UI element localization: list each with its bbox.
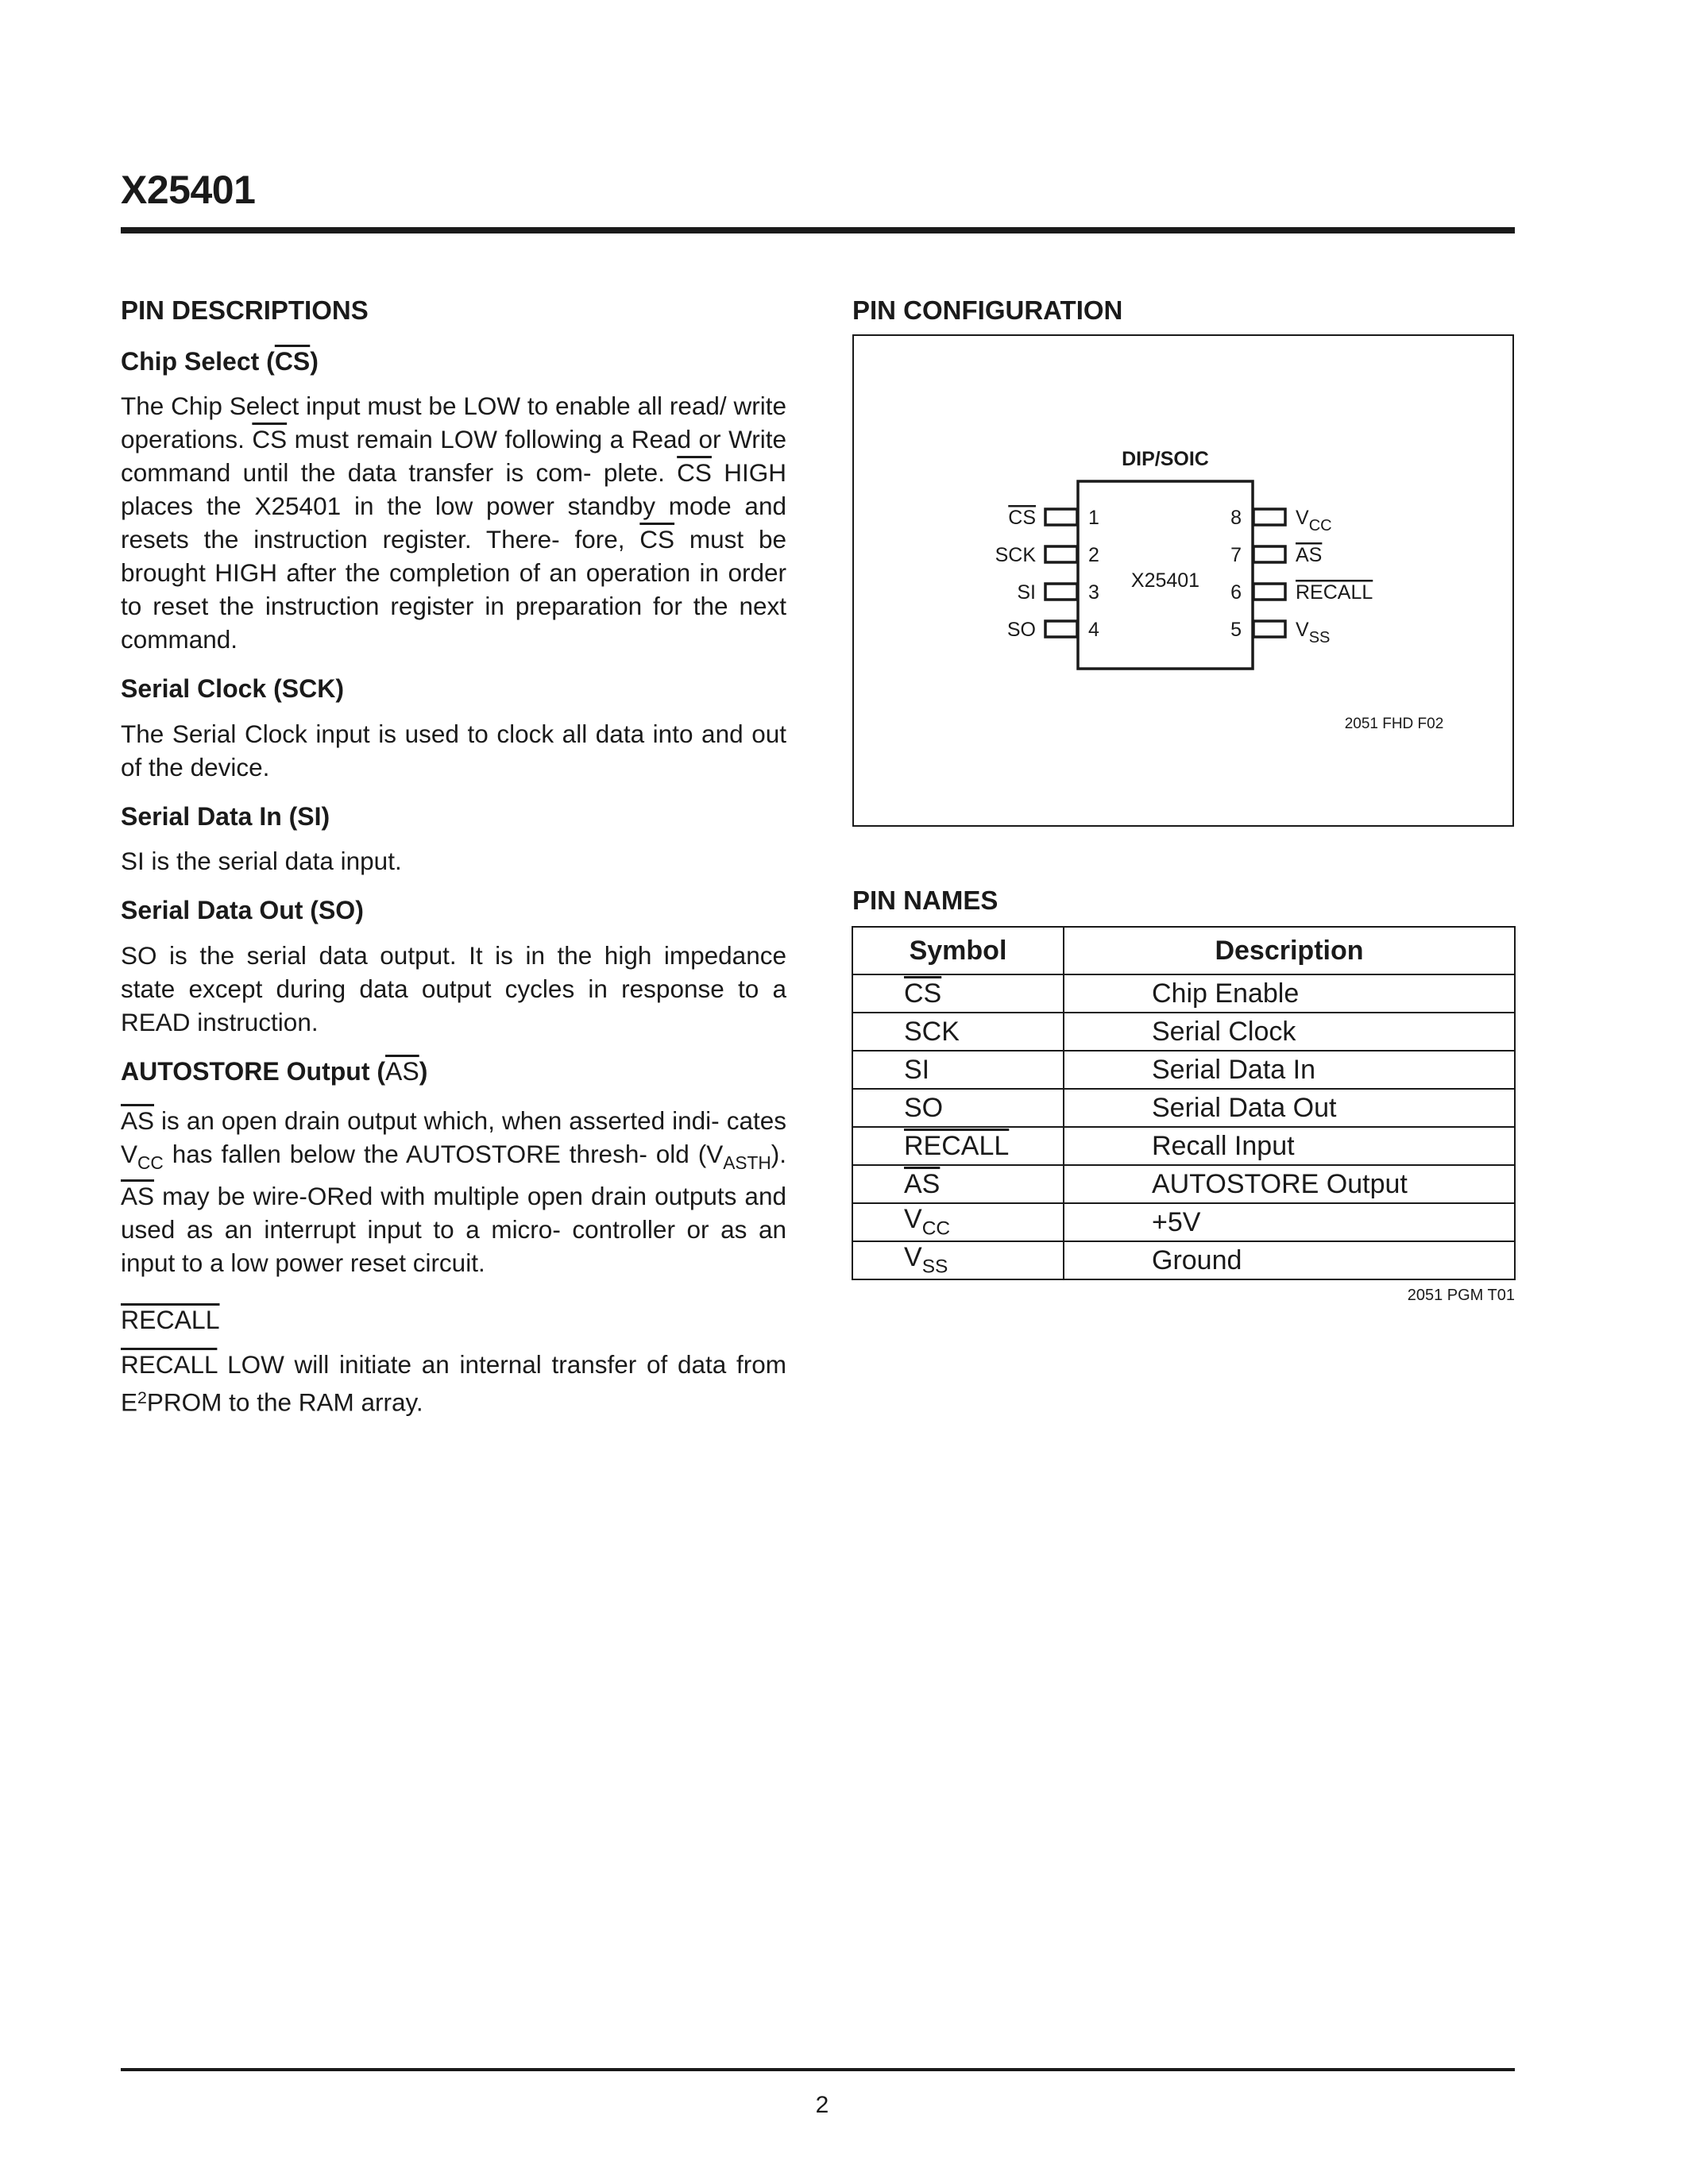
symbol-cell: [852, 1051, 1064, 1089]
recall-title-symbol: RECALL: [121, 1305, 220, 1334]
pin-diagram: [854, 336, 1516, 828]
page-number: 2: [815, 2092, 829, 2118]
pin-descriptions-column: [121, 297, 786, 1437]
chip-select-title-text: Chip Select (: [121, 347, 275, 376]
recall-sup: 2: [137, 1388, 147, 1408]
table-row: [852, 1165, 1515, 1203]
pin-8-lead: [1253, 509, 1285, 525]
symbol-text: $\overline{CS}$: [904, 978, 942, 1009]
symbol-text: V: [904, 1203, 922, 1234]
table-row: [852, 1241, 1515, 1279]
symbol-text: SI: [904, 1055, 930, 1085]
footer-rule: [121, 2068, 1515, 2071]
header-rule: [121, 227, 1515, 233]
as-sub-2: ASTH: [723, 1152, 771, 1173]
recall-text-1: LOW will initiate an internal transfer of data from E: [121, 1350, 786, 1417]
chip-select-text: [121, 389, 786, 656]
pin-number: 1: [1088, 507, 1099, 529]
pin-5-lead: [1253, 621, 1285, 637]
symbol-text: V: [904, 1241, 922, 1272]
serial-data-in-text: SI is the serial data input.: [121, 847, 402, 876]
table-row: [852, 1203, 1515, 1241]
autostore-title-text: AUTOSTORE Output (: [121, 1056, 386, 1086]
pin-2-lead: [1045, 546, 1077, 562]
pin-label-sub: SS: [1308, 629, 1331, 646]
pin-number: 6: [1230, 581, 1242, 604]
autostore-title-symbol: $\overline{AS}$: [385, 1056, 419, 1086]
symbol-column-header: Symbol: [852, 927, 1064, 974]
as-text-1: is an open drain output which, when asserted indi- cates V: [121, 1106, 786, 1168]
pin-number: 7: [1230, 544, 1242, 566]
cs-symbol-1: $\overline{CS}$: [252, 425, 288, 454]
pin-6-lead: [1253, 584, 1285, 600]
cs-symbol-2: $\overline{CS}$: [677, 458, 712, 488]
pin-4-lead: [1045, 621, 1077, 637]
recall-symbol-1: RECALL: [121, 1350, 218, 1379]
symbol-subscript: CC: [921, 1217, 951, 1240]
as-text-4: may be wire-ORed with multiple open drain outputs and used as an interrupt input to a micro- controller or as an input to a low power reset circuit.: [121, 1181, 786, 1277]
recall-title: [121, 1305, 786, 1335]
pin-label: SO: [1006, 619, 1036, 641]
pin-label: [1296, 619, 1330, 646]
symbol-subscript: SS: [921, 1256, 948, 1278]
description-column-header: Description: [1064, 927, 1515, 974]
pin-configuration-box: [852, 334, 1514, 827]
pin-label-sub: CC: [1308, 517, 1332, 534]
table-row: [852, 1051, 1515, 1089]
pin-label: SI: [1017, 581, 1036, 604]
autostore-title-end: ): [419, 1056, 428, 1086]
table-row: [852, 1089, 1515, 1127]
pin-label-main: AS: [1296, 544, 1323, 566]
pin-label: [1296, 581, 1373, 604]
pin-label-main: V: [1296, 619, 1309, 641]
description-cell: Serial Data Out: [1064, 1089, 1515, 1127]
cs-text-3: HIGH places the X25401 in the low power standby mode and resets the instruction register. There- fore,: [121, 458, 786, 554]
autostore-title: [121, 1056, 786, 1086]
pin-number: 3: [1088, 581, 1099, 604]
serial-data-out-title: Serial Data Out (SO): [121, 896, 364, 925]
symbol-text: SO: [904, 1093, 944, 1123]
pin-number: 2: [1088, 544, 1099, 566]
pin-names-table: [852, 926, 1516, 1280]
description-cell: Serial Clock: [1064, 1013, 1515, 1051]
symbol-cell: [852, 1127, 1064, 1165]
pin-label-main: V: [1296, 507, 1309, 529]
chip-label: X25401: [1130, 569, 1200, 592]
pin-configuration-heading: PIN CONFIGURATION: [852, 295, 1123, 325]
pin-label: [1296, 507, 1332, 534]
as-symbol-1: $\overline{AS}$: [121, 1106, 155, 1135]
description-cell: Serial Data In: [1064, 1051, 1515, 1089]
as-symbol-2: $\overline{AS}$: [121, 1181, 155, 1210]
symbol-cell: [852, 1089, 1064, 1127]
pin-1-lead: [1045, 509, 1077, 525]
pin-number: 8: [1230, 507, 1242, 529]
description-cell: Ground: [1064, 1241, 1515, 1279]
figure-code: 2051 FHD F02: [1344, 716, 1444, 732]
cs-text-4: must be brought HIGH after the completion of an operation in order to reset the instruction register in preparation for the next command.: [121, 525, 786, 654]
recall-text: [121, 1348, 786, 1419]
serial-data-out-text: SO is the serial data output. It is in the high impedance state except during data output cycles in response to a READ instruction.: [121, 940, 786, 1036]
symbol-cell: [852, 974, 1064, 1013]
chip-select-title: [121, 346, 786, 376]
serial-data-in-title: Serial Data In (SI): [121, 801, 330, 831]
table-row: [852, 1013, 1515, 1051]
table-row: [852, 974, 1515, 1013]
symbol-text: RECALL: [904, 1131, 1010, 1161]
as-text-3: ).: [771, 1139, 786, 1168]
document-title: X25401: [121, 168, 256, 212]
description-cell: Recall Input: [1064, 1127, 1515, 1165]
table-code: 2051 PGM T01: [1407, 1287, 1515, 1304]
table-header-row: [852, 927, 1515, 974]
package-label: DIP/SOIC: [1122, 448, 1209, 470]
pin-7-lead: [1253, 546, 1285, 562]
cs-text-2: must remain LOW following a Read or Write command until the data transfer is com- plete.: [121, 425, 786, 488]
pin-number: 5: [1230, 619, 1242, 641]
symbol-cell: [852, 1165, 1064, 1203]
description-cell: AUTOSTORE Output: [1064, 1165, 1515, 1203]
table-row: [852, 1127, 1515, 1165]
pin-label: SCK: [995, 544, 1036, 566]
serial-clock-title: Serial Clock (SCK): [121, 674, 344, 704]
pin-3-lead: [1045, 584, 1077, 600]
recall-text-2: PROM to the RAM array.: [146, 1387, 423, 1417]
description-cell: +5V: [1064, 1203, 1515, 1241]
as-sub-1: CC: [137, 1152, 164, 1173]
symbol-cell: [852, 1013, 1064, 1051]
chip-select-title-symbol: $\overline{CS}$: [274, 347, 311, 376]
pin-table-body: [852, 974, 1515, 1279]
chip-select-title-end: ): [310, 347, 319, 376]
autostore-text: [121, 1104, 786, 1279]
cs-text-1: The Chip Select input must be LOW to enable all read/ write operations.: [121, 392, 786, 454]
pin-names-heading: PIN NAMES: [852, 886, 999, 915]
pin-label-main: RECALL: [1296, 581, 1373, 604]
pin-descriptions-heading: PIN DESCRIPTIONS: [121, 295, 369, 325]
symbol-cell: [852, 1203, 1064, 1241]
symbol-text: $\overline{AS}$: [904, 1169, 941, 1199]
pin-number: 4: [1088, 619, 1099, 641]
pin-label: CS: [1008, 507, 1036, 529]
description-cell: Chip Enable: [1064, 974, 1515, 1013]
symbol-text: SCK: [904, 1017, 960, 1047]
pin-label: [1296, 544, 1322, 566]
cs-symbol-3: $\overline{CS}$: [639, 525, 675, 554]
serial-clock-text: The Serial Clock input is used to clock all data into and out of the device.: [121, 719, 786, 781]
symbol-cell: [852, 1241, 1064, 1279]
as-text-2: has fallen below the AUTOSTORE thresh- old (V: [163, 1139, 724, 1168]
